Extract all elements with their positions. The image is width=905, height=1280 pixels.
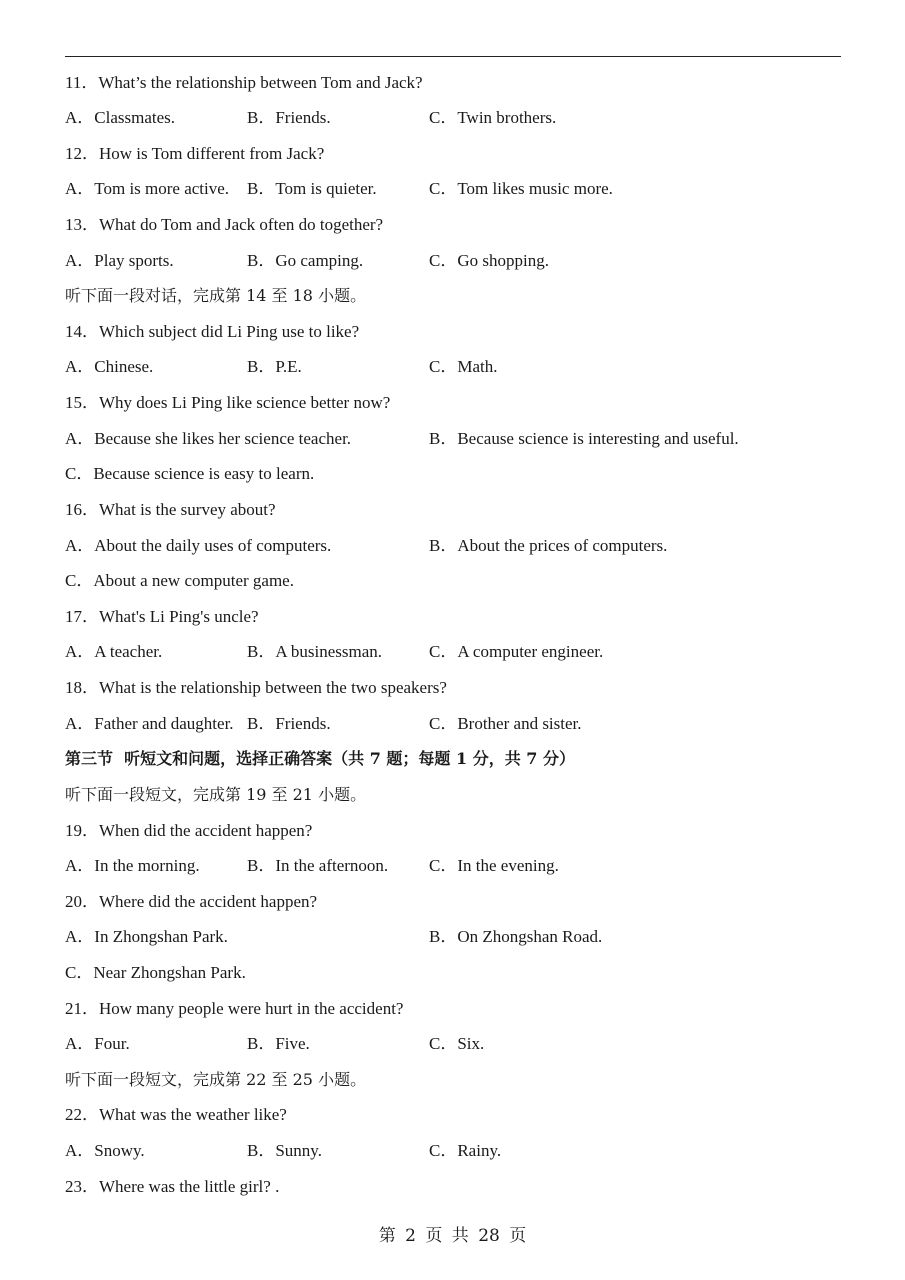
q19-option-c: C．In the evening. <box>429 856 559 875</box>
q14-option-b: B．P.E. <box>247 357 302 376</box>
q11-option-a: A．Classmates. <box>65 108 176 127</box>
q19-option-a: A．In the morning. <box>65 856 200 875</box>
q20-option-c: C．Near Zhongshan Park. <box>65 963 246 982</box>
question-12: 12．How is Tom different from Jack? <box>65 144 325 163</box>
q13-option-a: A．Play sports. <box>65 251 174 270</box>
q17-option-c: C．A computer engineer. <box>429 642 604 661</box>
question-16: 16．What is the survey about? <box>65 500 276 519</box>
q17-option-a: A．A teacher. <box>65 642 163 661</box>
q16-option-a: A．About the daily uses of computers. <box>65 536 332 555</box>
question-21: 21．How many people were hurt in the accident? <box>65 999 404 1018</box>
question-18: 18．What is the relationship between the two speakers? <box>65 678 447 697</box>
q18-option-c: C．Brother and sister. <box>429 714 582 733</box>
q19-option-b: B．In the afternoon. <box>247 856 389 875</box>
q21-option-c: C．Six. <box>429 1034 485 1053</box>
q22-option-a: A．Snowy. <box>65 1141 145 1160</box>
q13-option-c: C．Go shopping. <box>429 251 549 270</box>
header-rule <box>65 56 841 57</box>
page-footer: 第 2 页 共 28 页 <box>378 1226 527 1246</box>
q21-option-a: A．Four. <box>65 1034 130 1053</box>
instruction-passage-22-25: 听下面一段短文，完成第 22 至 25 小题。 <box>65 1070 367 1089</box>
q18-option-b: B．Friends. <box>247 714 331 733</box>
q22-option-b: B．Sunny. <box>247 1141 322 1160</box>
instruction-passage-19-21: 听下面一段短文，完成第 19 至 21 小题。 <box>65 785 367 804</box>
q20-option-b: B．On Zhongshan Road. <box>429 927 603 946</box>
q21-option-b: B．Five. <box>247 1034 310 1053</box>
q13-option-b: B．Go camping. <box>247 251 364 270</box>
q14-option-a: A．Chinese. <box>65 357 154 376</box>
q22-option-c: C．Rainy. <box>429 1141 502 1160</box>
question-19: 19．When did the accident happen? <box>65 821 313 840</box>
q14-option-c: C．Math. <box>429 357 498 376</box>
question-20: 20．Where did the accident happen? <box>65 892 318 911</box>
q15-option-a: A．Because she likes her science teacher. <box>65 429 352 448</box>
question-17: 17．What's Li Ping's uncle? <box>65 607 259 626</box>
q16-option-b: B．About the prices of computers. <box>429 536 668 555</box>
question-14: 14．Which subject did Li Ping use to like? <box>65 322 360 341</box>
instruction-dialog-14-18: 听下面一段对话，完成第 14 至 18 小题。 <box>65 286 367 305</box>
question-15: 15．Why does Li Ping like science better now? <box>65 393 391 412</box>
q12-option-b: B．Tom is quieter. <box>247 179 377 198</box>
q15-option-b: B．Because science is interesting and useful. <box>429 429 739 448</box>
q11-option-b: B．Friends. <box>247 108 331 127</box>
question-22: 22．What was the weather like? <box>65 1105 287 1124</box>
question-13: 13．What do Tom and Jack often do together? <box>65 215 384 234</box>
section-3-heading: 第三节 听短文和问题，选择正确答案（共 7 题；每题 1 分，共 7 分） <box>65 749 575 768</box>
question-11: 11．What’s the relationship between Tom and Jack? <box>65 73 423 92</box>
q12-option-a: A．Tom is more active. <box>65 179 230 198</box>
q11-option-c: C．Twin brothers. <box>429 108 557 127</box>
q16-option-c: C．About a new computer game. <box>65 571 294 590</box>
q12-option-c: C．Tom likes music more. <box>429 179 613 198</box>
q20-option-a: A．In Zhongshan Park. <box>65 927 228 946</box>
question-23: 23．Where was the little girl? . <box>65 1177 280 1196</box>
q18-option-a: A．Father and daughter. <box>65 714 234 733</box>
q17-option-b: B．A businessman. <box>247 642 383 661</box>
q15-option-c: C．Because science is easy to learn. <box>65 464 315 483</box>
